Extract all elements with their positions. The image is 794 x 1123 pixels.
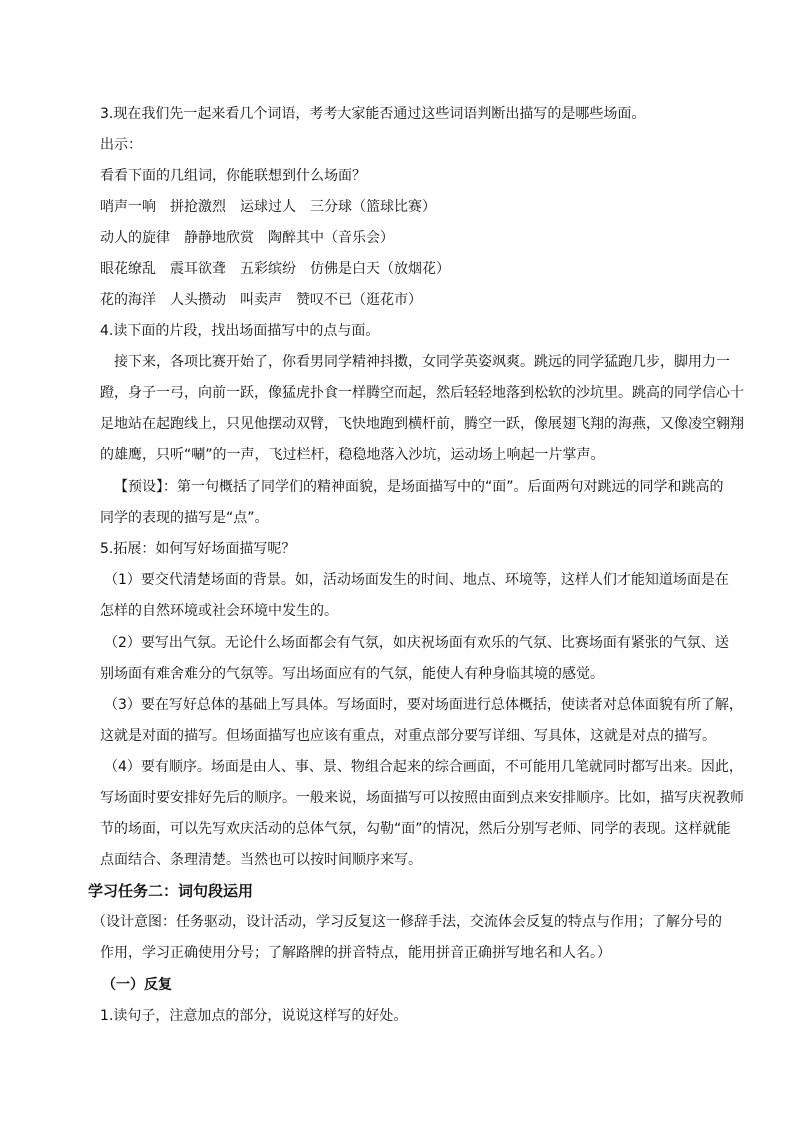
passage-line-1: 接下来，各项比赛开始了，你看男同学精神抖擞，女同学英姿飒爽。跳远的同学猛跑几步，脚用力一 <box>114 354 730 370</box>
step-4-heading: 4.读下面的片段，找出场面描写中的点与面。 <box>100 323 380 339</box>
tip-3-line-1: （3）要在写好总体的基础上写具体。写场面时，要对场面进行总体概括，使读者对总体面貌有所了解， <box>104 697 743 713</box>
tip-4-line-2: 写场面时要安排好先后的顺序。一般来说，场面描写可以按照由面到点来安排顺序。比如，描写庆祝教师 <box>100 790 744 806</box>
design-intent-line-2: 作用，学习正确使用分号；了解路牌的拼音特点，能用拼音正确拼写地名和人名。） <box>100 945 611 961</box>
word-group-basketball: 哨声一响 拼抢激烈 运球过人 三分球（篮球比赛） <box>100 199 436 215</box>
preset-line-2: 同学的表现的描写是“点”。 <box>100 510 269 526</box>
preset-line-1: 【预设】：第一句概括了同学们的精神面貌，是场面描写中的“面”。后面两句对跳远的同学和跳高的 <box>114 479 724 495</box>
tip-1-line-1: （1）要交代清楚场面的背景。如，活动场面发生的时间、地点、环境等，这样人们才能知道场面是在 <box>104 572 729 588</box>
word-group-concert: 动人的旋律 静静地欣赏 陶醉其中（音乐会） <box>100 230 394 246</box>
step-3-intro: 3.现在我们先一起来看几个词语，考考大家能否通过这些词语判断出描写的是哪些场面。 <box>100 106 646 122</box>
tip-4-line-4: 点面结合、条理清楚。当然也可以按时间顺序来写。 <box>100 852 422 868</box>
tip-4-line-3: 节的场面，可以先写欢庆活动的总体气氛，勾勒“面”的情况，然后分别写老师、同学的表现。这样就能 <box>100 821 731 837</box>
word-group-flower-market: 花的海洋 人头攒动 叫卖声 赞叹不已（逛花市） <box>100 292 422 308</box>
passage-line-3: 足地站在起跑线上，只见他摆动双臂，飞快地跑到横杆前，腾空一跃，像展翅飞翔的海燕，又像凌空翱翔 <box>100 416 744 432</box>
tip-4-line-1: （4）要有顺序。场面是由人、事、景、物组合起来的综合画面，不可能用几笔就同时都写出来。因此， <box>104 759 743 775</box>
word-group-fireworks: 眼花缭乱 震耳欲聋 五彩缤纷 仿佛是白天（放烟花） <box>100 261 450 277</box>
section-repetition-heading: （一）反复 <box>102 977 172 993</box>
repetition-task-1: 1.读句子，注意加点的部分，说说这样写的好处。 <box>100 1008 408 1024</box>
passage-line-2: 蹬，身子一弓，向前一跃，像猛虎扑食一样腾空而起，然后轻轻地落到松软的沙坑里。跳高的同学信心十 <box>100 385 744 401</box>
tip-2-line-2: 别场面有难舍难分的气氛等。写出场面应有的气氛，能使人有种身临其境的感觉。 <box>100 666 604 682</box>
design-intent-line-1: （设计意图：任务驱动，设计活动，学习反复这一修辞手法，交流体会反复的特点与作用；了解分号的 <box>92 914 722 930</box>
task-2-heading: 学习任务二：词句段运用 <box>88 882 254 900</box>
tip-3-line-2: 这就是对面的描写。但场面描写也应该有重点，对重点部分要写详细、写具体，这就是对点的描写。 <box>100 728 716 744</box>
question-prompt: 看看下面的几组词，你能联想到什么场面？ <box>100 168 366 184</box>
show-label: 出示： <box>100 137 142 153</box>
tip-1-line-2: 怎样的自然环境或社会环境中发生的。 <box>100 603 338 619</box>
step-5-heading: 5.拓展：如何写好场面描写呢？ <box>100 541 296 557</box>
passage-line-4: 的雄鹰，只听“唰”的一声，飞过栏杆，稳稳地落入沙坑，运动场上响起一片掌声。 <box>100 447 605 463</box>
tip-2-line-1: （2）要写出气氛。无论什么场面都会有气氛，如庆祝场面有欢乐的气氛、比赛场面有紧张的气氛、送 <box>104 635 729 651</box>
